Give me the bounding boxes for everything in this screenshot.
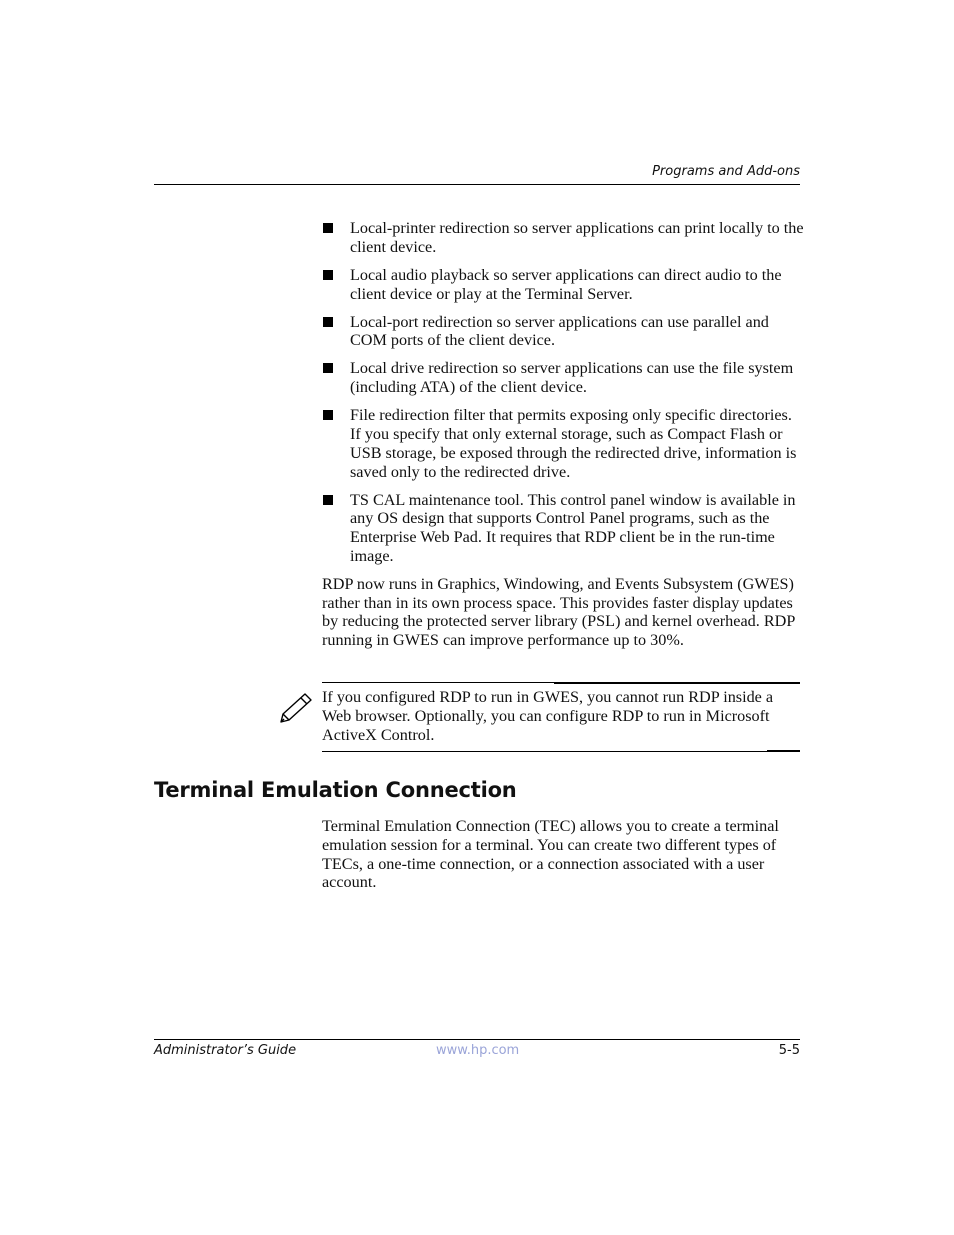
note-bottom-rule-accent	[767, 750, 800, 752]
note-top-rule-accent	[554, 682, 800, 684]
list-item	[322, 266, 804, 304]
list-item	[322, 219, 804, 257]
bullet-square-icon	[323, 223, 333, 233]
list-item-text: Local audio playback so server applications can direct audio to the client device or play at the Terminal Server.	[350, 265, 782, 303]
note-bottom-rule	[322, 751, 800, 752]
bullet-square-icon	[323, 317, 333, 327]
section-body: Terminal Emulation Connection (TEC) allows you to create a terminal emulation session for a terminal. You can create two different types of TECs, a one-time connection, or a connection associated with a user account.	[322, 817, 779, 892]
feature-list	[322, 219, 804, 566]
note-box	[322, 682, 800, 750]
rdp-paragraph: RDP now runs in Graphics, Windowing, and Events Subsystem (GWES) rather than in its own process space. This provides faster display updates by reducing the protected server library (PSL) and kernel overhead. RDP running in GWES can improve performance up to 30%.	[322, 574, 795, 650]
list-item-text: TS CAL maintenance tool. This control panel window is available in any OS design that supports Control Panel programs, such as the Enterprise Web Pad. It requires that RDP client be in the run-time image.	[350, 490, 796, 565]
page-number: 5-5	[778, 1043, 800, 1058]
bullet-square-icon	[323, 270, 333, 280]
list-item	[322, 406, 804, 481]
footer-guide-title: Administrator’s Guide	[154, 1043, 297, 1058]
running-head-title: Programs and Add-ons	[652, 164, 800, 179]
main-content	[322, 219, 804, 650]
list-item	[322, 313, 804, 351]
bullet-square-icon	[323, 363, 333, 373]
list-item-text: Local-printer redirection so server applications can print locally to the client device.	[350, 219, 804, 256]
note-text: If you configured RDP to run in GWES, you cannot run RDP inside a Web browser. Optionally, you can configure RDP to run in Microsoft ActiveX Control.	[322, 688, 774, 744]
list-item	[322, 359, 804, 397]
pencil-note-icon	[275, 690, 315, 724]
list-item-text: Local-port redirection so server applications can use parallel and COM ports of the client device.	[350, 312, 769, 350]
footer-website-link[interactable]: www.hp.com	[436, 1043, 520, 1058]
bullet-square-icon	[323, 410, 333, 420]
page-footer	[154, 1039, 800, 1062]
list-item-text: File redirection filter that permits exposing only specific directories. If you specify that only external storage, such as Compact Flash or USB storage, be exposed through the redirected drive, information is saved only to the redirected drive.	[350, 406, 797, 481]
list-item	[322, 491, 804, 566]
bullet-square-icon	[323, 495, 333, 505]
section-heading: Terminal Emulation Connection	[154, 778, 517, 802]
list-item-text: Local drive redirection so server applications can use the file system (including ATA) of the client device.	[350, 359, 794, 397]
running-head	[154, 162, 800, 185]
